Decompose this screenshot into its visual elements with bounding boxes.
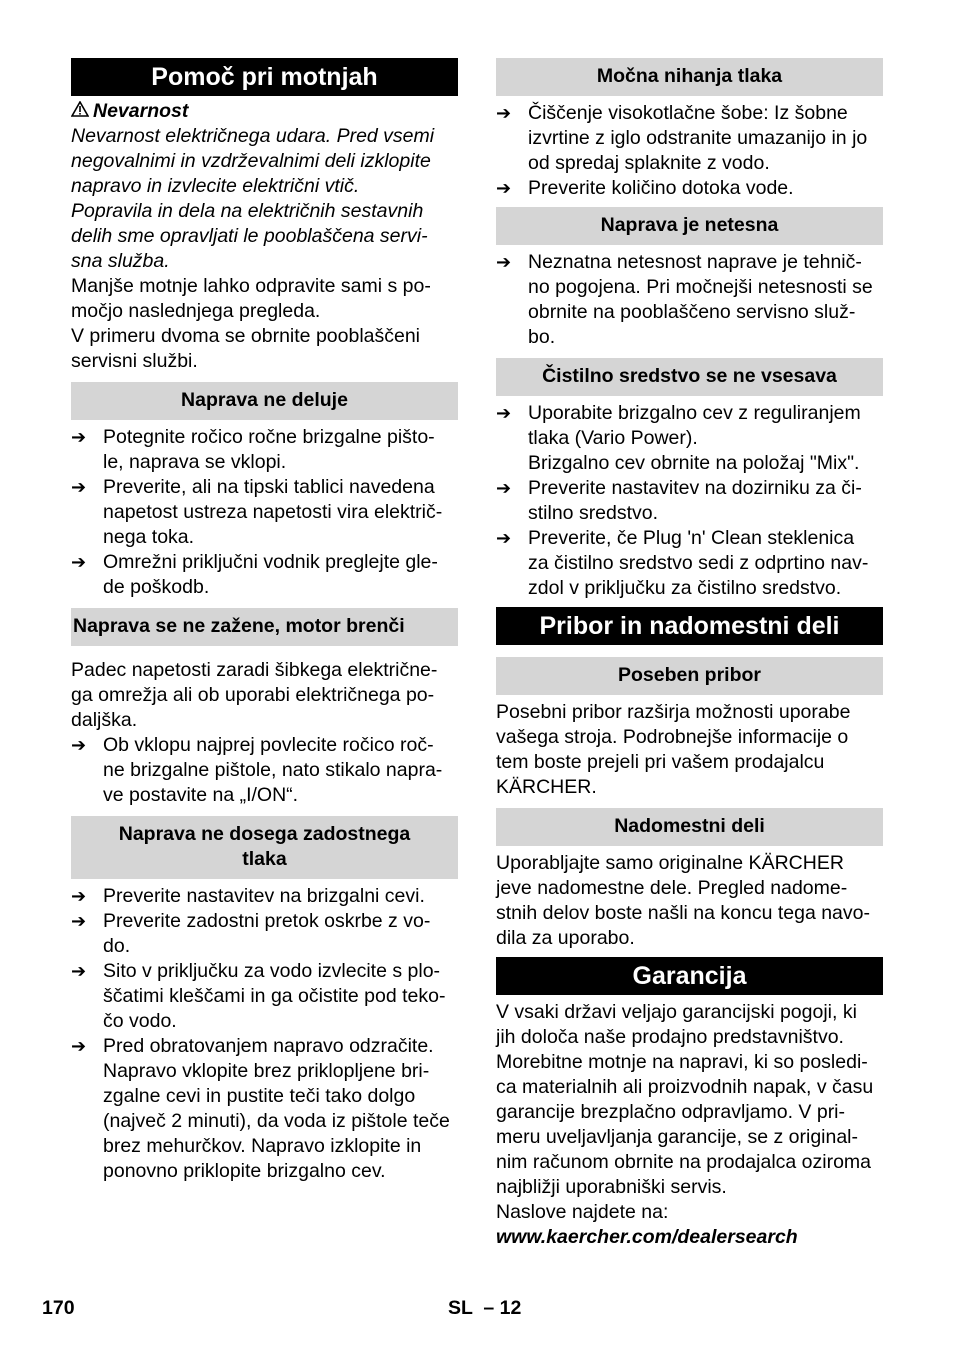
arrow-icon: ➔: [496, 103, 512, 123]
arrow-icon: ➔: [71, 886, 87, 906]
list-item: ➔ Sito v priključku za vodo izvlecite s plo- ščatimi kleščami in ga očistite pod teko- čo vodo.: [71, 960, 446, 1032]
language-page-label: SL – 12: [448, 1297, 522, 1319]
list-item: ➔ Pred obratovanjem napravo odzračite. Napravo vklopite brez priklopljene bri- zgalne cevi in pustite teči tako dolgo (največ 2 minuti), da voda iz pištole teče brez mehurčkov. Napravo izklopite in ponovno priklopite brizgalno cev.: [71, 1035, 450, 1182]
warning-label: Nevarnost: [93, 100, 189, 122]
arrow-icon: ➔: [71, 552, 87, 572]
list-item: ➔ Preverite nastavitev na brizgalni cevi.: [71, 885, 425, 907]
special-accessories-text: Posebni pribor razširja možnosti uporabe vašega stroja. Podrobnejše informacije o tem boste prejeli pri vašem prodajalcu KÄRCHER.: [496, 701, 851, 798]
heading-device-not-working: Naprava ne deluje: [71, 382, 458, 420]
section-title-troubleshooting: Pomoč pri motnjah: [71, 58, 458, 96]
section-title-accessories: Pribor in nadomestni deli: [496, 607, 883, 645]
arrow-icon: ➔: [71, 427, 87, 447]
list-item: ➔ Čiščenje visokotlačne šobe: Iz šobne izvrtine z iglo odstranite umazanijo in jo od spredaj splaknite z vodo.: [496, 102, 868, 174]
list-item: ➔ Preverite, če Plug 'n' Clean steklenica za čistilno sredstvo sedi z odprtino nav- zdol v priključku za čistilno sredstvo.: [496, 527, 869, 599]
warning-text: Nevarnost električnega udara. Pred vsemi negovalnimi in vzdrževalnimi deli izklopite napravo in izvlecite električni vtič. Popravila in dela na električnih sestavnih delih sme opravljati le pooblaščena servi- sna služba.: [71, 125, 435, 272]
voltage-drop-text: Padec napetosti zaradi šibkega električne- ga omrežja ali ob uporabi električnega po- daljška.: [71, 659, 438, 731]
list-item: ➔ Omrežni priključni vodnik preglejte gle- de poškodb.: [71, 551, 438, 598]
section-title-warranty: Garancija: [496, 957, 883, 995]
arrow-icon: ➔: [71, 735, 87, 755]
right-column: [496, 58, 883, 1250]
heading-special-accessories: Poseben pribor: [496, 657, 883, 695]
warning-triangle-icon: [71, 99, 93, 124]
arrow-icon: ➔: [71, 1036, 87, 1056]
spare-parts-text: Uporabljajte samo originalne KÄRCHER jeve nadomestne dele. Pregled nadome- stnih delov boste našli na koncu tega navo- dila za uporabo.: [496, 852, 870, 949]
heading-detergent-not-sucked: Čistilno sredstvo se ne vsesava: [496, 358, 883, 396]
list-item: ➔ Neznatna netesnost naprave je tehnič- no pogojena. Pri močnejši netesnosti se obrnite na pooblaščeno servisno služ- bo.: [496, 251, 873, 348]
heading-spare-parts: Nadomestni deli: [496, 808, 883, 846]
arrow-icon: ➔: [496, 252, 512, 272]
list-item: ➔ Preverite zadostni pretok oskrbe z vo- do.: [71, 910, 431, 957]
list-item: ➔ Preverite, ali na tipski tablici navedena napetost ustreza napetosti vira električ- nega toka.: [71, 476, 443, 548]
arrow-icon: ➔: [496, 478, 512, 498]
heading-pressure-fluctuation: Močna nihanja tlaka: [496, 58, 883, 96]
arrow-icon: ➔: [496, 528, 512, 548]
list-item: ➔ Preverite količino dotoka vode.: [496, 177, 794, 199]
arrow-icon: ➔: [496, 403, 512, 423]
arrow-icon: ➔: [71, 477, 87, 497]
heading-device-leaking: Naprava je netesna: [496, 207, 883, 245]
page-number: 170: [42, 1297, 75, 1319]
list-item: ➔ Preverite nastavitev na dozirniku za či- stilno sredstvo.: [496, 477, 862, 524]
warranty-text: V vsaki državi veljajo garancijski pogoji, ki jih določa naše prodajno predstavništvo. Morebitne motnje na napravi, ki so posledi- ca materialnih ali proizvodnih napak, v času garancije brezplačno odpravljamo. V pri- meru uveljavljanja garancije, se z original- nim računom obrnite na prodajalca oziroma najbližji uporabniški servis. Naslove najdete na:: [496, 1001, 874, 1223]
heading-insufficient-pressure: Naprava ne dosega zadostnega tlaka: [71, 816, 458, 879]
warning-heading: [71, 99, 458, 124]
list-item: ➔ Uporabite brizgalno cev z reguliranjem tlaka (Vario Power). Brizgalno cev obrnite na položaj "Mix".: [496, 402, 861, 474]
list-item: ➔ Ob vklopu najprej povlecite ročico roč- ne brizgalne pištole, nato stikalo napra- ve postavite na „I/ON“.: [71, 734, 443, 806]
arrow-icon: ➔: [71, 911, 87, 931]
dealer-search-link[interactable]: www.kaercher.com/dealersearch: [496, 1226, 798, 1248]
arrow-icon: ➔: [71, 961, 87, 981]
list-item: ➔ Potegnite ročico ročne brizgalne pišto- le, naprava se vklopi.: [71, 426, 435, 473]
arrow-icon: ➔: [496, 178, 512, 198]
intro-text: Manjše motnje lahko odpravite sami s po- močjo naslednjega pregleda. V primeru dvoma se obrnite pooblaščeni servisni službi.: [71, 275, 431, 372]
heading-motor-hums: Naprava se ne zažene, motor brenči: [71, 608, 458, 646]
left-column: [71, 58, 458, 1184]
